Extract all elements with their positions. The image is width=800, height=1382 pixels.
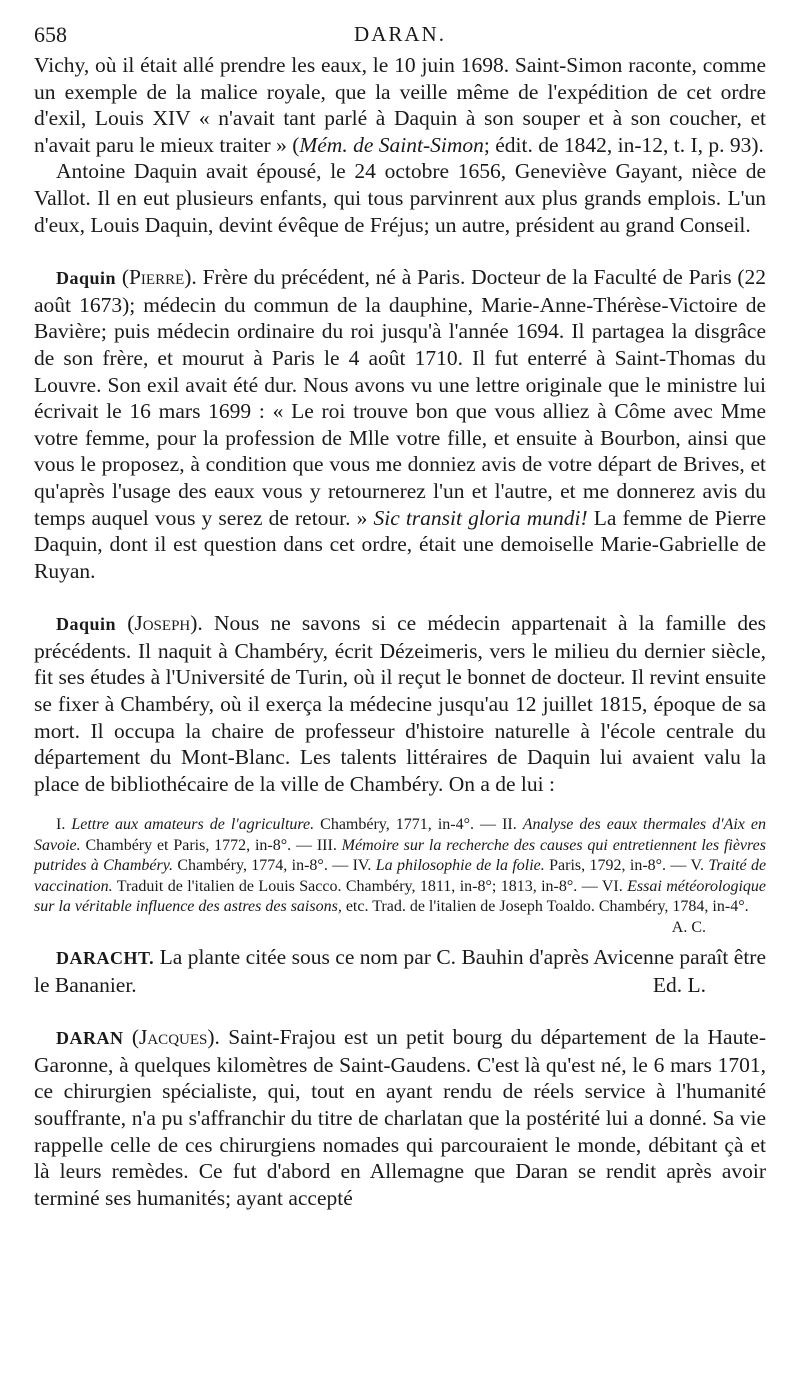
page-number: 658 — [34, 22, 67, 47]
citation-saint-simon: Mém. de Saint-Simon — [299, 132, 484, 157]
entry-name-daran: DARAN — [56, 1028, 124, 1049]
latin-quote: Sic transit gloria mundi! — [373, 505, 588, 530]
biblio-title: Analyse des eaux thermales d'Aix en Savoie. — [34, 816, 767, 854]
entry-daquin-joseph — [34, 610, 766, 797]
biblio-number: I. — [56, 816, 66, 834]
biblio-number: IV. — [352, 857, 372, 875]
biblio-details: Paris, 1792, in-8°. — — [549, 857, 687, 875]
biblio-title: Lettre aux amateurs de l'agriculture. — [71, 816, 315, 834]
biblio-title: Mémoire sur la recherche des causes qui entretiennent les fièvres putrides à Chambéry. — [34, 836, 766, 875]
entry-tail: La femme de Pierre Daquin, dont il est question dans cet ordre, était une demoiselle Marie-Gabrielle de Ruyan. — [34, 505, 766, 583]
entry-daracht — [34, 944, 766, 998]
entry-given-name: (Pierre). — [121, 265, 197, 290]
entry-name-daracht: DARACHT. — [56, 947, 155, 968]
running-head: DARAN. — [354, 22, 446, 46]
entry-name-daquin: Daquin — [56, 614, 117, 635]
page-header — [34, 22, 766, 52]
signature: Ed. L. — [652, 972, 706, 997]
biblio-number: II. — [502, 816, 517, 834]
entry-text: Nous ne savons si ce médecin appartenait à la famille des précédents. Il naquit à Chambéry, écrit Dézeimeris, vers le milieu du dernier siècle, fit ses études à l'Université de Turin, où il reçut le bonnet de docteur. Il revint ensuite se fixer à Chambéry, où il exerça la médecine jusqu'au 12 juillet 1815, époque de sa mort. Il occupa la chaire de professeur d'histoire naturelle à l'école centrale du département du Mont-Blanc. Les talents littéraires de Daquin lui avaient valu la place de bibliothécaire de la ville de Chambéry. On a de lui : — [34, 611, 767, 796]
biblio-details: Chambéry et Paris, 1772, in-8°. — — [85, 836, 312, 854]
biblio-title: La philosophie de la folie. — [375, 857, 545, 875]
bibliography — [34, 815, 767, 936]
paragraph-vichy-text: Vichy, où il était allé prendre les eaux, le 10 juin 1698. Saint-Simon raconte, comme un exemple de la malice royale, que la veille même de l'expédition de cet ordre d'exil, Louis XIV « n'avait tant parlé à Daquin à son souper et à son coucher, et n'avait paru le mieux traiter » ( — [34, 53, 766, 157]
biblio-number: V. — [690, 857, 704, 875]
biblio-details: Chambéry, 1771, in-4°. — — [320, 816, 497, 834]
biblio-number: VI. — [601, 877, 623, 895]
paragraph-vichy — [34, 52, 766, 158]
entry-given-name: (Jacques). — [131, 1025, 220, 1050]
biblio-details: Chambéry, 1774, in-8°. — — [177, 857, 349, 875]
biblio-title: Essai météorologique sur la véritable influence des astres des saisons, — [34, 877, 767, 916]
entry-text: Saint-Frajou est un petit bourg du département de la Haute-Garonne, à quelques kilomètres de Saint-Gaudens. C'est là qu'est né, le 6 mars 1701, ce chirurgien spécialiste, qui, tout en ayant rendu de réels service à l'humanité souffrante, n'a pu s'affranchir du titre de charlatan que la postérité lui a donné. Sa vie rappelle celle de ces chirurgiens nomades qui parcouraient le monde, débitant çà et là leurs remèdes. Ce fut d'abord en Allemagne que Daran se rendit après avoir terminé ses humanités; ayant accepté — [34, 1025, 767, 1210]
entry-text: Frère du précédent, né à Paris. Docteur de la Faculté de Paris (22 août 1673); médecin du commun de la dauphine, Marie-Anne-Thérèse-Victoire de Bavière; puis médecin ordinaire du roi jusqu'à l'année 1694. Il partagea la disgrâce de son frère, et mourut à Paris le 4 août 1710. Il fut enterré à Saint-Thomas du Louvre. Son exil avait été dur. Nous avons vu une lettre originale que le ministre lui écrivait le 16 mars 1699 : « Le roi trouve bon que vous alliez à Côme avec Mme votre femme, pour la profession de Mlle votre fille, et ensuite à Bourbon, ainsi que vous le proposez, à condition que vous me donniez avis de votre départ de Brives, et qu'après l'usage des eaux vous y retournerez l'un et l'autre, et me donnerez avis du temps auquel vous y serez de retour. » — [34, 265, 766, 530]
entry-name-daquin: Daquin — [56, 268, 117, 289]
entry-given-name: (Joseph). — [127, 611, 203, 636]
biblio-details: Traduit de l'italien de Louis Sacco. Chambéry, 1811, in-8°; 1813, in-8°. — — [116, 877, 598, 895]
biblio-number: III. — [316, 836, 337, 854]
biblio-details: etc. Trad. de l'italien de Joseph Toaldo. Chambéry, 1784, in-4°. — [345, 898, 749, 916]
document-page — [34, 22, 766, 1211]
signature: A. C. — [671, 918, 706, 936]
entry-daquin-pierre — [34, 264, 766, 584]
entry-daran — [34, 1024, 766, 1211]
paragraph-antoine: Antoine Daquin avait épousé, le 24 octobre 1656, Geneviève Gayant, nièce de Vallot. Il en eut plusieurs enfants, qui tous parvinrent aux plus grands emplois. L'un d'eux, Louis Daquin, devint évêque de Fréjus; un autre, président au grand Conseil. — [34, 159, 766, 237]
paragraph-vichy-tail: ; édit. de 1842, in-12, t. I, p. 93). — [483, 132, 764, 157]
entry-text: La plante citée sous ce nom par C. Bauhin d'après Avicenne paraît être le Bananier. — [34, 944, 766, 997]
biblio-title: Traité de vaccination. — [34, 857, 767, 895]
